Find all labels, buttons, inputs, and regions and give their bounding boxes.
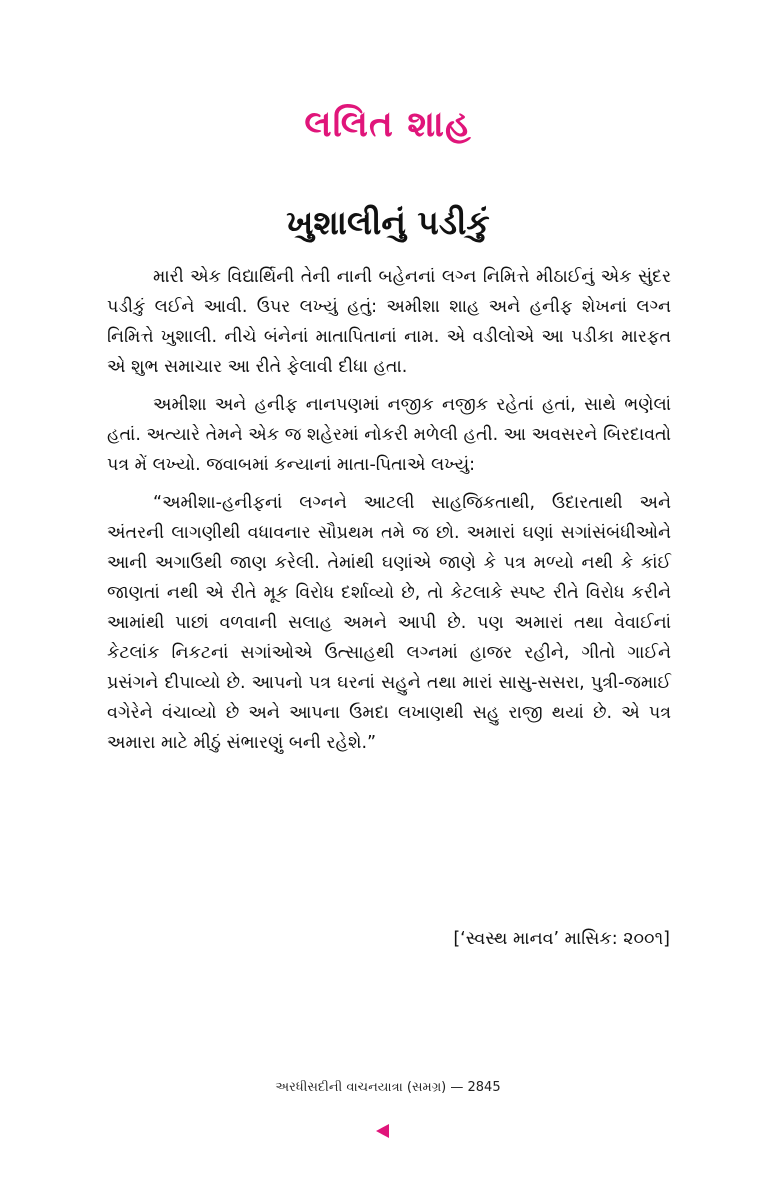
page-footer: અરધીસદીની વાચનયાત્રા (સમગ્ર) — 2845 — [275, 1080, 501, 1095]
paragraph-3-quote: “અમીશા-હનીફનાં લગ્નને આટલી સાહજિકતાથી, ઉદારતાથી અને અંતરની લાગણીથી વધાવનાર સૌપ્રથમ તમે જ છો. અમારાં ઘણાં સગાંસંબંધીઓને આની અગાઉથી જાણ કરેલી. તેમાંથી ઘણાંએ જાણે કે પત્ર મળ્યો નથી કે કાંઈ જાણતાં નથી એ રીતે મૂક વિરોધ દર્શાવ્યો છે, તો કેટલાકે સ્પષ્ટ રીતે વિરોધ કરીને આમાંથી પાછાં વળવાની સલાહ અમને આપી છે. પણ અમારાં તથા વેવાઈનાં કેટલાંક નિકટનાં સગાંઓએ ઉત્સાહથી લગ્નમાં હાજર રહીને, ગીતો ગાઈને પ્રસંગને દીપાવ્યો છે. આપનો પત્ર ઘરનાં સહુને તથા મારાં સાસુ-સસરા, પુત્રી-જમાઈ વગેરેને વંચાવ્યો છે અને આપના ઉમદા લખાણથી સહુ રાજી થયાં છે. એ પત્ર અમારા માટે મીઠું સંભારણું બની રહેશે.” — [107, 493, 671, 753]
paragraph-2: અમીશા અને હનીફ નાનપણમાં નજીક નજીક રહેતાં હતાં, સાથે ભણેલાં હતાં. અત્યારે તેમને એક જ શહેરમાં નોકરી મળેલી હતી. આ અવસરને બિરદાવતો પત્ર મેં લખ્યો. જવાબમાં કન્યાનાં માતા-પિતાએ લખ્યું: — [107, 395, 671, 475]
previous-page-arrow-icon[interactable] — [376, 1124, 389, 1138]
article-body — [107, 262, 671, 766]
source-citation: [‘સ્વસ્થ માનવ’ માસિક: ૨૦૦૧] — [453, 929, 670, 949]
author-name: લલિત શાહ — [304, 104, 472, 145]
article-title: ખુશાલીનું પડીકું — [286, 203, 490, 242]
paragraph-1: મારી એક વિદ્યાર્થિની તેની નાની બહેનનાં લગ્ન નિમિત્તે મીઠાઈનું એક સુંદર પડીકું લઈને આવી. ઉપર લખ્યું હતું: અમીશા શાહ અને હનીફ શેખનાં લગ્ન નિમિત્તે ખુશાલી. નીચે બંનેનાં માતાપિતાનાં નામ. એ વડીલોએ આ પડીકા મારફત એ શુભ સમાચાર આ રીતે ફેલાવી દીધા હતા. — [107, 267, 671, 377]
